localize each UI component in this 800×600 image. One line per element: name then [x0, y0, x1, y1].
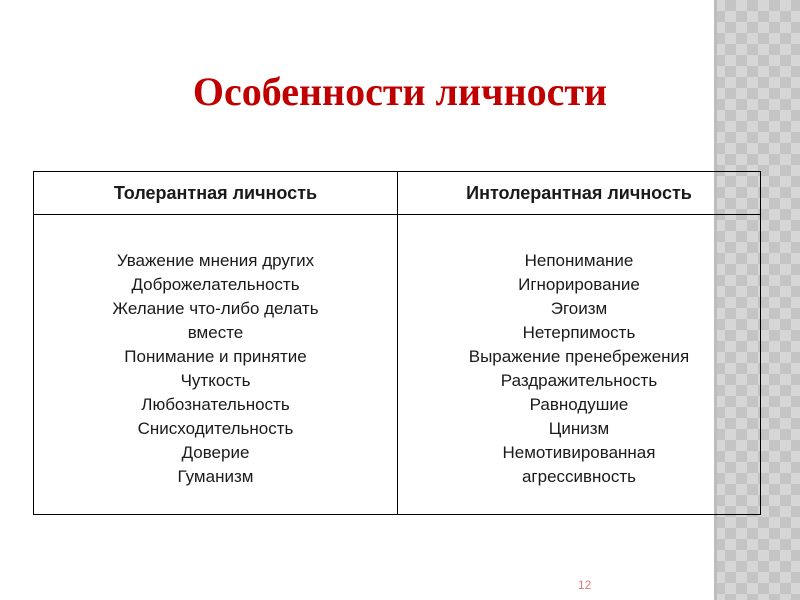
comparison-table	[33, 171, 761, 515]
page-number: 12	[578, 578, 592, 592]
list-item: Чуткость	[180, 371, 251, 390]
list-item: Понимание и принятие	[124, 347, 307, 366]
list-item: Равнодушие	[529, 395, 629, 414]
list-item: агрессивность	[521, 467, 637, 486]
list-item: Уважение мнения других	[116, 251, 315, 270]
slide-title: Особенности личности	[192, 69, 608, 114]
intolerant-traits-cell	[398, 215, 760, 515]
list-item: Непонимание	[524, 251, 634, 270]
list-item: Немотивированная	[502, 443, 656, 462]
list-item: Доверие	[181, 443, 250, 462]
list-item: Гуманизм	[177, 467, 254, 486]
list-item: вместе	[187, 323, 244, 342]
table-body-row	[34, 215, 760, 515]
list-item: Игнорирование	[518, 275, 640, 294]
tolerant-traits-cell	[34, 215, 398, 515]
list-item: Желание что-либо делать	[112, 299, 319, 318]
table-header-row	[34, 172, 760, 215]
list-item: Эгоизм	[550, 299, 608, 318]
header-intolerant: Интолерантная личность	[466, 182, 692, 203]
list-item: Любознательность	[141, 395, 290, 414]
list-item: Цинизм	[548, 419, 610, 438]
header-tolerant: Толерантная личность	[34, 172, 398, 214]
list-item: Нетерпимость	[522, 323, 636, 342]
list-item: Доброжелательность	[131, 275, 300, 294]
list-item: Раздражительность	[500, 371, 658, 390]
list-item: Снисходительность	[137, 419, 294, 438]
list-item: Выражение пренебрежения	[468, 347, 690, 366]
